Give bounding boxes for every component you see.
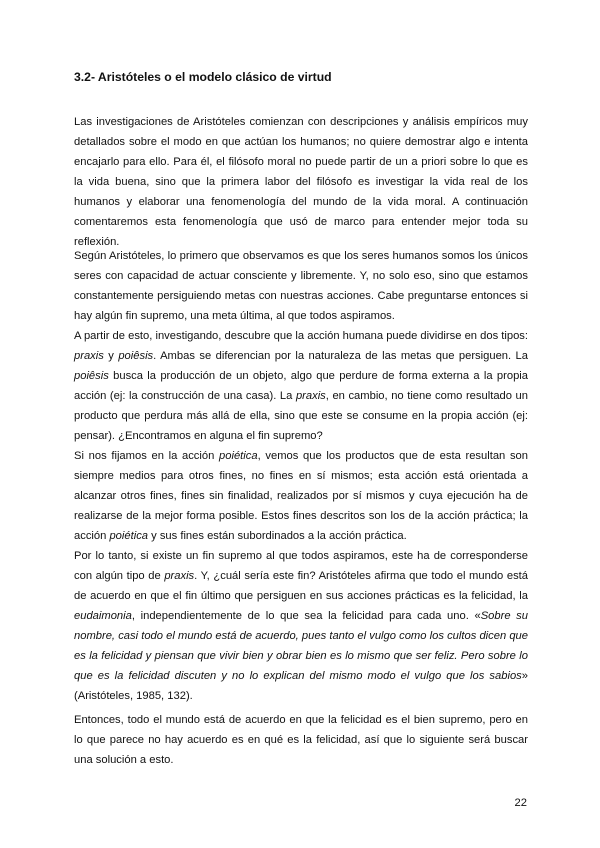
text-run: busca la producción de un objeto, algo que perdure de forma externa a la propia acción (ej: la construcción de una casa). La: [74, 370, 528, 402]
paragraph-2: [74, 246, 528, 706]
text-run: y sus fines están subordinados a la acción práctica.: [148, 530, 407, 542]
text-run: . Ambas se diferencian por la naturaleza de las metas que persiguen. La: [153, 350, 529, 362]
italic-term: poiêsis: [118, 350, 154, 362]
text-run: , vemos que los productos que de esta resultan son siempre medios para otros fines, no fines en sí mismos; esta acción está orientada a alcanzar otros fines, fines sin finalidad, realizados por sí mismos y cuya ejecución ha de realizarse de la mejor forma posible. Estos fines descritos son los de la acción práctica; la acción: [74, 450, 529, 542]
text-run: Entonces, todo el mundo está de acuerdo en que la felicidad es el bien supremo, pero en lo que parece no hay acuerdo es en qué es la felicidad, así que lo siguiente será buscar una solución a esto.: [74, 714, 528, 766]
text-run: A partir de esto, investigando, descubre que la acción humana puede dividirse en dos tipos:: [74, 330, 529, 342]
paragraph-1: [74, 112, 528, 252]
italic-term: poiética: [219, 450, 258, 462]
italic-term: Sobre su nombre, casi todo el mundo está de acuerdo, pues tanto el vulgo como los cultos dicen que es la felicidad y piensan que vivir bien y obrar bien es lo mismo que ser feliz. Pero sobre lo que es la felicidad discuten y no lo explican del mismo modo el vulgo que los sabios: [74, 610, 528, 682]
text-run: » (Aristóteles, 1985, 132).: [74, 670, 528, 702]
italic-term: praxis: [164, 570, 195, 582]
page-number: 22: [514, 797, 527, 809]
paragraph-3: [74, 710, 528, 770]
text-run: Por lo tanto, si existe un fin supremo al que todos aspiramos, este ha de corresponderse con algún tipo de: [74, 550, 528, 582]
italic-term: praxis: [74, 350, 104, 362]
text-run: , en cambio, no tiene como resultado un producto que perdura más allá de ella, sino que este se consume en la propia acción (ej: pensar). ¿Encontramos en alguna el fin supremo?: [74, 390, 528, 442]
text-run: y: [103, 350, 119, 362]
italic-term: praxis: [295, 390, 326, 402]
section-heading: 3.2- Aristóteles o el modelo clásico de virtud: [74, 70, 332, 84]
text-run: Las investigaciones de Aristóteles comienzan con descripciones y análisis empíricos muy detallados sobre el modo en que actúan los humanos; no quiere demostrar algo e intenta encajarlo para ello. Para él, el filósofo moral no puede partir de un a priori sobre lo que es la vida buena, sino que la primera labor del filósofo es investigar la vida real de los humanos y elaborar una fenomenología del mundo de la vida moral. A continuación comentaremos esta fenomenología que usó de marco para entender mejor toda su reflexión.: [74, 116, 528, 248]
text-run: . Y, ¿cuál sería este fin? Aristóteles afirma que todo el mundo está de acuerdo en que el fin último que persiguen en sus acciones prácticas es la felicidad, la: [74, 570, 529, 602]
text-run: Si nos fijamos en la acción: [74, 450, 220, 462]
italic-term: eudaimonia: [74, 610, 132, 622]
italic-term: poiética: [109, 530, 149, 542]
italic-term: poiêsis: [74, 370, 109, 382]
text-run: , independientemente de lo que sea la felicidad para cada uno. «: [131, 610, 481, 622]
text-run: Según Aristóteles, lo primero que observamos es que los seres humanos somos los únicos seres con capacidad de actuar consciente y libremente. Y, no solo eso, sino que estamos constantemente persiguiendo metas con nuestras acciones. Cabe preguntarse entonces si hay algún fin supremo, una meta última, al que todos aspiramos.: [74, 250, 528, 322]
